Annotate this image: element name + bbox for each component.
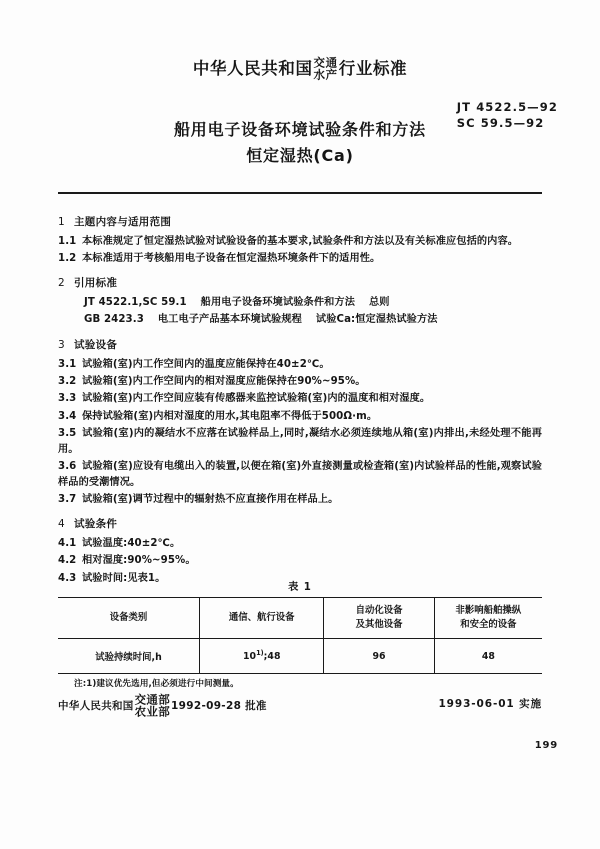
masthead-stacked-bottom: 水产: [313, 67, 338, 82]
paragraph-text-4-3: 试验时间:见表1。: [82, 572, 166, 584]
section-heading-1: [58, 215, 542, 229]
table-head: [58, 598, 542, 639]
paragraph-number-3-6: 3.6: [58, 461, 77, 473]
paragraph-number-3-7: 3.7: [58, 494, 77, 506]
paragraph-text-3-1: 试验箱(室)内工作空间内的温度应能保持在40±2℃。: [82, 358, 330, 370]
table-cell-row-label: 试验持续时间,h: [58, 639, 200, 674]
reference-item-2: [84, 312, 542, 329]
table-cell-non-critical-value: 48: [481, 650, 495, 662]
masthead-prefix: 中华人民共和国: [192, 59, 313, 79]
table-header-automation-line2: 及其他设备: [355, 619, 403, 630]
paragraph-text-1-1: 本标准规定了恒定湿热试验对试验设备的基本要求,试验条件和方法以及有关标准应包括的内容。: [82, 236, 519, 248]
page-footer: [58, 692, 542, 719]
paragraph-number-4-3: 4.3: [58, 572, 77, 584]
masthead-suffix: 行业标准: [338, 59, 408, 79]
table-cell-automation-value: 96: [324, 639, 434, 674]
paragraph-number-1-2: 1.2: [58, 253, 77, 265]
page-title-line1: 船用电子设备环境试验条件和方法: [173, 120, 426, 139]
paragraph-text-3-3: 试验箱(室)内工作空间应装有传感器来监控试验箱(室)内的温度和相对湿度。: [82, 393, 431, 405]
table-header-non-critical-line1: 非影响船舶操纵: [455, 605, 522, 617]
footer-approval-date: 1992-09-28 批准: [171, 700, 267, 713]
paragraph-text-3-7: 试验箱(室)调节过程中的辐射热不应直接作用在样品上。: [82, 494, 339, 506]
paragraph-3-3: [58, 391, 542, 407]
reference-extra-2: 试验Ca:恒定湿热试验方法: [315, 313, 438, 325]
paragraph-text-3-5: 试验箱(室)内的凝结水不应落在试验样品上,同时,凝结水必须连续地从箱(室)内排出,未经处理不能再用。: [58, 427, 542, 455]
paragraph-text-3-2: 试验箱(室)内工作空间内的相对湿度应能保持在90%~95%。: [82, 375, 366, 387]
section-heading-4: [58, 517, 542, 531]
masthead-line: [192, 55, 408, 82]
table-cell-comms-nav-value: [200, 639, 324, 674]
page-number: 199: [534, 740, 558, 751]
page-title-line2: 恒定湿热(Ca): [246, 145, 354, 165]
table-body: [58, 639, 542, 674]
footer-implementation-date: 1993-06-01 实施: [438, 698, 542, 710]
paragraph-3-6: [58, 459, 542, 491]
table-cell-value-base: 10: [243, 651, 257, 663]
section-heading-2: [58, 276, 542, 290]
paragraph-1-2: [58, 251, 542, 267]
paragraph-3-2: [58, 374, 542, 390]
paragraph-3-5: [58, 426, 542, 458]
paragraph-number-1-1: 1.1: [58, 236, 77, 248]
table-section: [58, 578, 542, 689]
paragraph-number-3-1: 3.1: [58, 358, 77, 370]
footer-stacked-bottom: 农业部: [134, 704, 171, 719]
reference-name-2: 电工电子产品基本环境试验规程: [157, 313, 302, 325]
paragraph-text-1-2: 本标准适用于考核船用电子设备在恒定湿热环境条件下的适用性。: [82, 253, 381, 265]
paragraph-number-4-2: 4.2: [58, 555, 77, 567]
table-footnote-text: 建议优先选用,但必须进行中间测量。: [96, 679, 239, 689]
paragraph-text-3-6: 试验箱(室)应设有电缆出入的装置,以便在箱(室)外直接测量或检查箱(室)内试验样品的性能,观察试验样品的受潮情况。: [58, 461, 542, 488]
reference-code-1: JT 4522.1,SC 59.1: [84, 297, 187, 309]
paragraph-number-3-2: 3.2: [58, 375, 77, 387]
masthead-stacked-top: 交通: [313, 55, 338, 70]
paragraph-3-4: [58, 409, 542, 425]
footer-stacked-top: 交通部: [134, 692, 171, 707]
section-number-3: 3: [58, 338, 65, 351]
paragraph-number-3-3: 3.3: [58, 393, 77, 405]
table-header-automation: [324, 598, 434, 639]
test-duration-table: [58, 597, 542, 674]
section-title-2: 引用标准: [74, 277, 118, 290]
footer-stacked-ministries: [134, 692, 171, 719]
table-header-equipment-category: 设备类别: [58, 598, 200, 639]
standard-code-sc: SC 59.5—92: [456, 115, 545, 130]
section-number-2: 2: [58, 277, 65, 290]
footer-issuer-prefix: 中华人民共和国: [58, 700, 134, 713]
table-header-automation-line1: 自动化设备: [355, 605, 403, 617]
title-divider: [58, 192, 542, 194]
paragraph-text-4-1: 试验温度:40±2℃。: [82, 538, 181, 550]
standard-code-jt: JT 4522.5—92: [456, 100, 558, 114]
paragraph-number-3-5: 3.5: [58, 427, 77, 439]
section-title-4: 试验条件: [74, 517, 118, 530]
paragraph-text-3-4: 保持试验箱(室)内相对湿度的用水,其电阻率不得低于500Ω·m。: [82, 410, 378, 422]
table-footnote-prefix: 注:: [74, 679, 87, 689]
paragraph-3-1: [58, 357, 542, 373]
section-title-3: 试验设备: [74, 338, 118, 351]
reference-item-1: [84, 295, 542, 312]
section-heading-3: [58, 338, 542, 352]
reference-code-2: GB 2423.3: [84, 313, 144, 325]
table-cell-value-superscript: 1): [256, 649, 264, 658]
masthead-stacked-ministries: [313, 55, 338, 82]
section-number-4: 4: [58, 517, 65, 530]
paragraph-text-4-2: 相对湿度:90%~95%。: [82, 555, 196, 567]
table-footnote: [74, 677, 542, 689]
paragraph-4-2: [58, 553, 542, 569]
paragraph-number-3-4: 3.4: [58, 410, 77, 422]
masthead: [0, 55, 600, 82]
paragraph-1-1: [58, 234, 542, 250]
paragraph-number-4-1: 4.1: [58, 538, 77, 550]
document-body: [58, 206, 542, 588]
section-title-1: 主题内容与适用范围: [74, 216, 172, 228]
table-cell-value-tail: ;48: [263, 651, 281, 663]
paragraph-4-1: [58, 536, 542, 552]
table-header-comms-nav: 通信、航行设备: [200, 598, 324, 639]
table-header-non-critical-line2: 和安全的设备: [460, 619, 517, 630]
table-row: [58, 639, 542, 674]
reference-name-1: 船用电子设备环境试验条件和方法: [200, 297, 355, 309]
reference-extra-1: 总则: [368, 297, 390, 309]
paragraph-3-7: [58, 492, 542, 508]
table-caption: 表 1: [288, 582, 312, 593]
section-number-1: 1: [58, 216, 65, 228]
table-header-row: [58, 598, 542, 639]
table-header-non-critical: [434, 598, 542, 639]
page-title: [0, 117, 600, 169]
table-footnote-marker: 1): [86, 679, 97, 689]
footer-issuer: [58, 692, 267, 719]
